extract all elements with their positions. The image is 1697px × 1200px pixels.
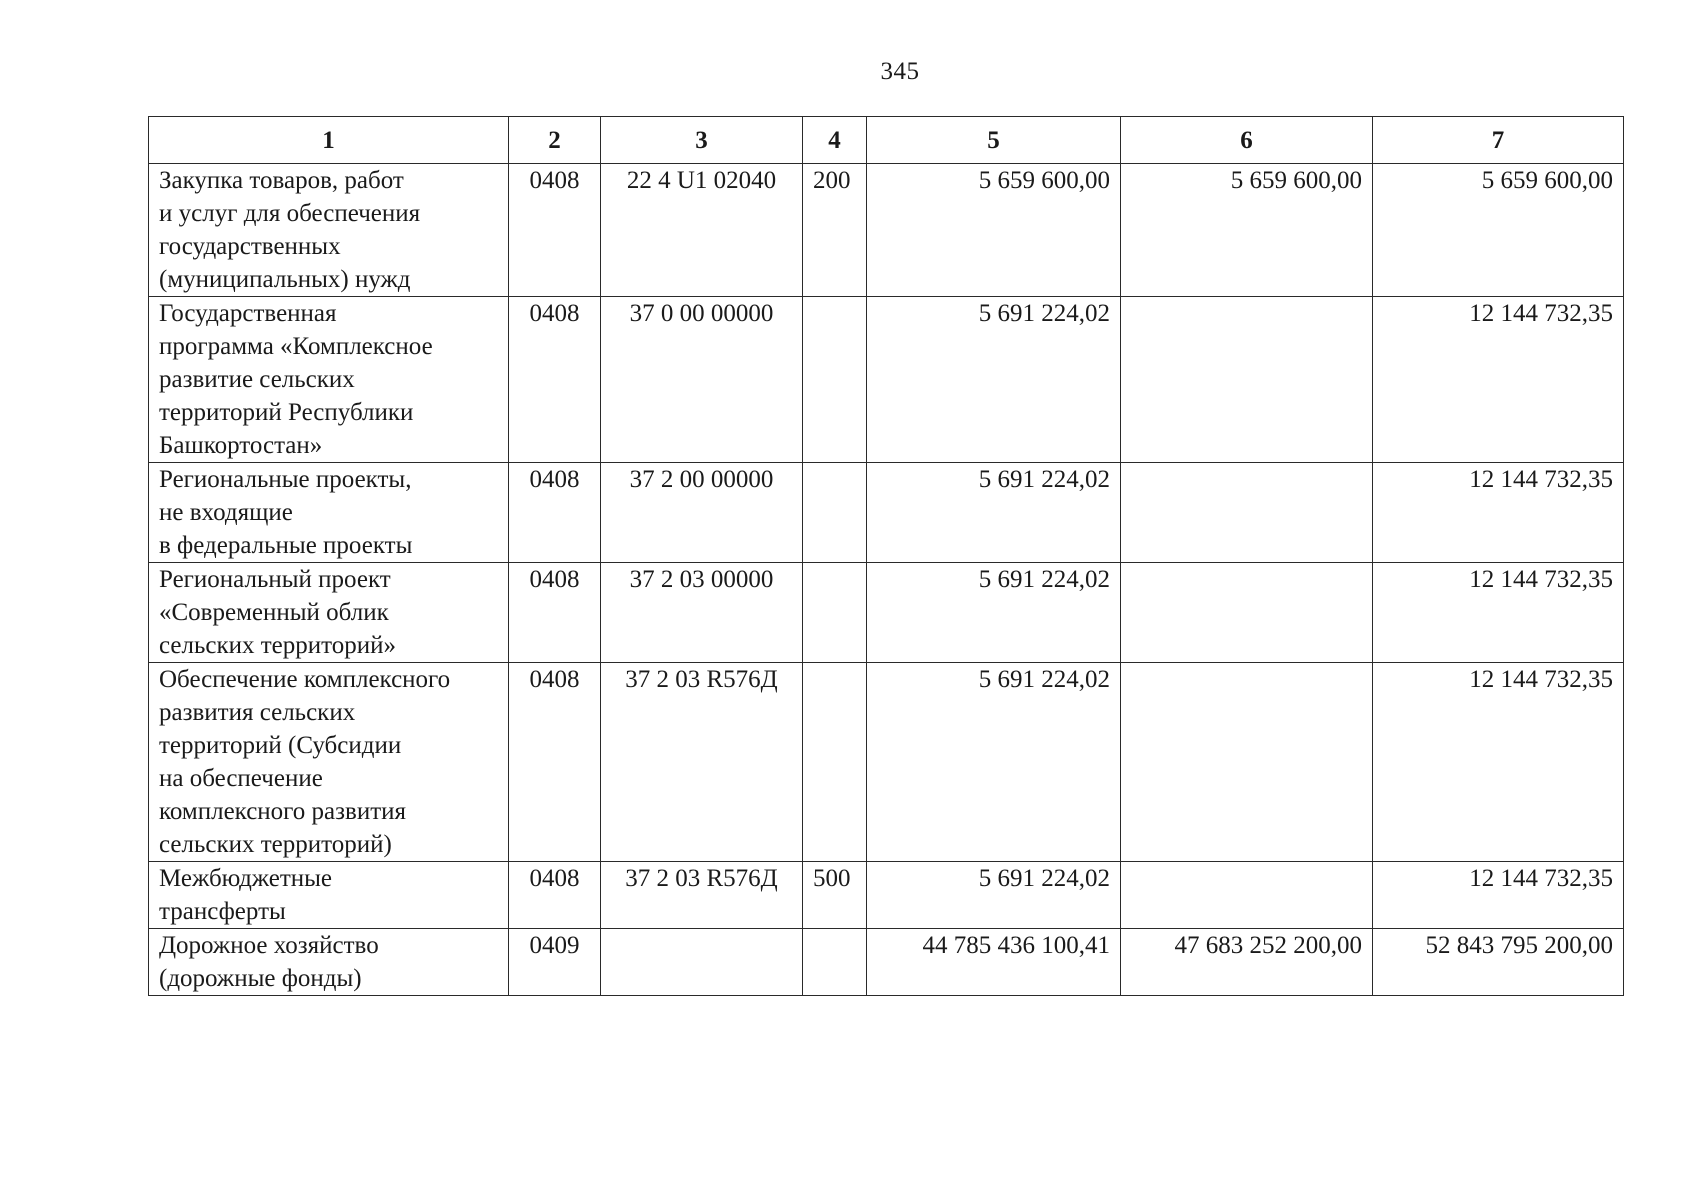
row-amount-col5: 5 691 224,02 (867, 862, 1121, 929)
row-target-code: 37 2 03 R576Д (601, 663, 803, 862)
row-name: Региональные проекты, не входящие в федеральные проекты (149, 463, 509, 563)
row-section-code: 0408 (509, 862, 601, 929)
row-amount-col6: 47 683 252 200,00 (1121, 929, 1373, 996)
col-header-2: 2 (509, 117, 601, 164)
header-row (149, 117, 1624, 164)
row-target-code: 37 2 03 00000 (601, 563, 803, 663)
row-expense-type (803, 929, 867, 996)
row-name: Закупка товаров, работ и услуг для обеспечения государственных (муниципальных) нужд (149, 164, 509, 297)
row-amount-col6 (1121, 297, 1373, 463)
row-amount-col5: 44 785 436 100,41 (867, 929, 1121, 996)
row-amount-col6 (1121, 663, 1373, 862)
row-amount-col6 (1121, 862, 1373, 929)
row-amount-col6: 5 659 600,00 (1121, 164, 1373, 297)
row-target-code: 22 4 U1 02040 (601, 164, 803, 297)
row-name: Межбюджетные трансферты (149, 862, 509, 929)
row-amount-col5: 5 691 224,02 (867, 463, 1121, 563)
row-amount-col5: 5 691 224,02 (867, 297, 1121, 463)
col-header-4: 4 (803, 117, 867, 164)
row-section-code: 0408 (509, 164, 601, 297)
row-expense-type (803, 663, 867, 862)
row-section-code: 0408 (509, 297, 601, 463)
table-row (149, 463, 1624, 563)
col-header-3: 3 (601, 117, 803, 164)
table-row (149, 862, 1624, 929)
row-amount-col5: 5 691 224,02 (867, 663, 1121, 862)
row-expense-type (803, 463, 867, 563)
row-name: Государственная программа «Комплексное развитие сельских территорий Республики Башкортостан» (149, 297, 509, 463)
row-target-code: 37 0 00 00000 (601, 297, 803, 463)
row-name: Дорожное хозяйство (дорожные фонды) (149, 929, 509, 996)
row-amount-col7: 12 144 732,35 (1373, 563, 1624, 663)
row-name: Региональный проект «Современный облик сельских территорий» (149, 563, 509, 663)
row-amount-col7: 12 144 732,35 (1373, 297, 1624, 463)
table-row (149, 164, 1624, 297)
row-amount-col7: 5 659 600,00 (1373, 164, 1624, 297)
col-header-7: 7 (1373, 117, 1624, 164)
row-name: Обеспечение комплексного развития сельских территорий (Субсидии на обеспечение комплексного развития сельских территорий) (149, 663, 509, 862)
row-target-code: 37 2 03 R576Д (601, 862, 803, 929)
row-amount-col5: 5 691 224,02 (867, 563, 1121, 663)
col-header-1: 1 (149, 117, 509, 164)
row-expense-type: 200 (803, 164, 867, 297)
col-header-5: 5 (867, 117, 1121, 164)
row-amount-col7: 12 144 732,35 (1373, 463, 1624, 563)
row-amount-col7: 52 843 795 200,00 (1373, 929, 1624, 996)
row-expense-type (803, 563, 867, 663)
row-section-code: 0408 (509, 463, 601, 563)
page-number: 345 (880, 58, 920, 85)
row-amount-col7: 12 144 732,35 (1373, 862, 1624, 929)
table-row (149, 929, 1624, 996)
row-amount-col5: 5 659 600,00 (867, 164, 1121, 297)
row-target-code: 37 2 00 00000 (601, 463, 803, 563)
table-row (149, 563, 1624, 663)
row-amount-col6 (1121, 463, 1373, 563)
row-section-code: 0409 (509, 929, 601, 996)
row-amount-col7: 12 144 732,35 (1373, 663, 1624, 862)
row-section-code: 0408 (509, 663, 601, 862)
row-target-code (601, 929, 803, 996)
row-section-code: 0408 (509, 563, 601, 663)
row-expense-type: 500 (803, 862, 867, 929)
row-expense-type (803, 297, 867, 463)
table-row (149, 663, 1624, 862)
budget-table (148, 116, 1624, 996)
row-amount-col6 (1121, 563, 1373, 663)
table-row (149, 297, 1624, 463)
col-header-6: 6 (1121, 117, 1373, 164)
